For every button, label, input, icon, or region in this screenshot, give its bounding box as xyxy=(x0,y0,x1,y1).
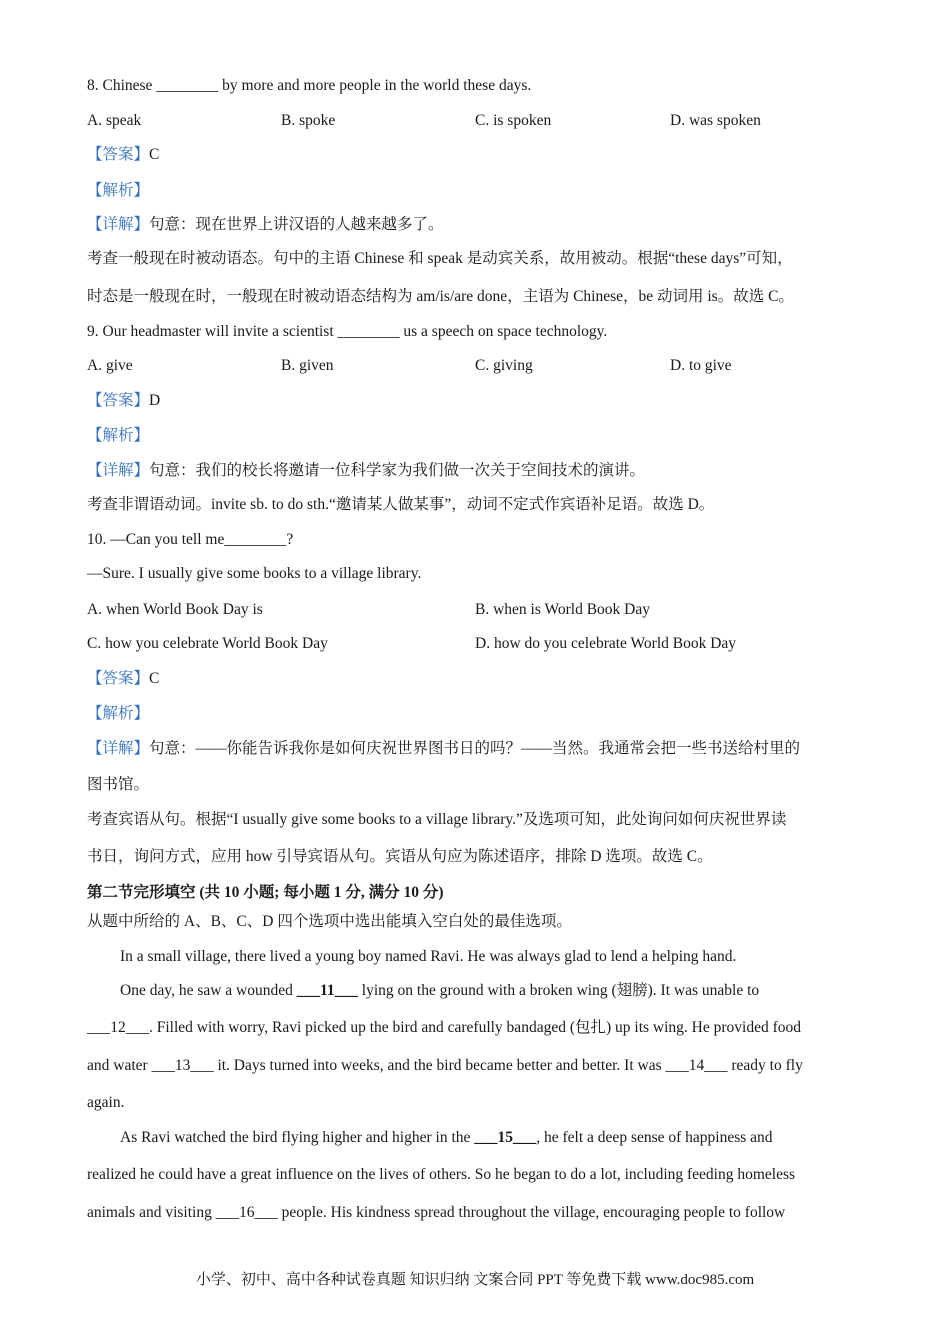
analysis-tag: 【解析】 xyxy=(87,182,150,199)
passage-p2-line-1 xyxy=(120,981,759,1001)
q10-option-d: D. how do you celebrate World Book Day xyxy=(475,635,737,652)
passage-text: ready to fly xyxy=(727,1057,803,1074)
detail-tag: 【详解】 xyxy=(87,216,150,233)
q9-option-a: A. give xyxy=(87,357,133,374)
passage-text: and water xyxy=(87,1057,152,1074)
passage-p2-line-3 xyxy=(87,1056,803,1076)
passage-text: people. His kindness spread throughout the village, encouraging people to follow xyxy=(277,1204,786,1221)
passage-p3-line-2: realized he could have a great influence on the lives of others. So he began to do a lot, including feeding homeless xyxy=(87,1166,796,1183)
q8-option-c: C. is spoken xyxy=(475,112,552,129)
page-footer: 小学、初中、高中各种试卷真题 知识归纳 文案合同 PPT 等免费下载 www.doc985.com xyxy=(195,1272,755,1288)
q9-option-d: D. to give xyxy=(670,357,732,374)
q10-explanation-line-2: 书日，询问方式，应用 how 引导宾语从句。宾语从句应为陈述语序，排除 D 选项。故选 C。 xyxy=(87,848,713,865)
passage-text: , he felt a deep sense of happiness and xyxy=(536,1129,773,1146)
answer-value: C xyxy=(149,146,160,163)
detail-tag: 【详解】 xyxy=(87,462,150,479)
answer-tag: 【答案】 xyxy=(87,146,150,163)
q10-option-c: C. how you celebrate World Book Day xyxy=(87,635,328,652)
blank-15: ___15___ xyxy=(474,1129,537,1146)
passage-p2-line-2 xyxy=(87,1018,801,1038)
blank-11: ___11___ xyxy=(296,982,358,999)
q10-option-b: B. when is World Book Day xyxy=(475,601,650,618)
q8-option-b: B. spoke xyxy=(281,112,336,129)
passage-text: lying on the ground with a broken wing (翅膀). It was unable to xyxy=(357,982,760,999)
q8-option-a: A. speak xyxy=(87,112,142,129)
blank-13: ___13___ xyxy=(151,1057,214,1074)
answer-value: C xyxy=(149,670,160,687)
passage-p2-line-4: again. xyxy=(87,1094,125,1111)
blank-12: ___12___ xyxy=(87,1019,149,1036)
q9-stem: 9. Our headmaster will invite a scientist ________ us a speech on space technology. xyxy=(87,323,608,340)
q10-answer xyxy=(87,669,159,689)
q10-option-a: A. when World Book Day is xyxy=(87,601,263,618)
q8-option-d: D. was spoken xyxy=(670,112,761,129)
q9-option-c: C. giving xyxy=(475,357,533,374)
passage-text: . Filled with worry, Ravi picked up the bird and carefully bandaged (包扎) up its wing. He provided food xyxy=(149,1019,801,1036)
q9-option-b: B. given xyxy=(281,357,334,374)
q9-answer xyxy=(87,391,160,411)
blank-14: ___14___ xyxy=(665,1057,728,1074)
detail-text: 句意：现在世界上讲汉语的人越来越多了。 xyxy=(149,216,444,233)
answer-tag: 【答案】 xyxy=(87,670,150,687)
blank-16: ___16___ xyxy=(215,1204,278,1221)
passage-p3-line-1 xyxy=(120,1128,773,1148)
passage-paragraph-1: In a small village, there lived a young boy named Ravi. He was always glad to lend a helping hand. xyxy=(120,948,737,965)
detail-tag: 【详解】 xyxy=(87,740,150,757)
section-2-instruction: 从题中所给的 A、B、C、D 四个选项中选出能填入空白处的最佳选项。 xyxy=(87,913,572,930)
q9-analysis-tag xyxy=(87,426,149,446)
q10-analysis-tag xyxy=(87,704,149,724)
passage-text: animals and visiting xyxy=(87,1204,216,1221)
q8-explanation-line-1: 考查一般现在时被动语态。句中的主语 Chinese 和 speak 是动宾关系，故用被动。根据“these days”可知， xyxy=(87,250,793,267)
passage-p3-line-3 xyxy=(87,1203,785,1223)
passage-text: As Ravi watched the bird flying higher and higher in the xyxy=(120,1129,475,1146)
q8-stem: 8. Chinese ________ by more and more people in the world these days. xyxy=(87,77,532,94)
q9-explanation-line-1: 考查非谓语动词。invite sb. to do sth.“邀请某人做某事”，动词不定式作宾语补足语。故选 D。 xyxy=(87,496,715,513)
q10-detail-line-2: 图书馆。 xyxy=(87,776,150,793)
detail-text: 句意：——你能告诉我你是如何庆祝世界图书日的吗？——当然。我通常会把一些书送给村里的 xyxy=(149,740,801,757)
analysis-tag: 【解析】 xyxy=(87,705,150,722)
q10-detail-line-1 xyxy=(87,739,800,759)
q9-detail xyxy=(87,461,645,481)
detail-text: 句意：我们的校长将邀请一位科学家为我们做一次关于空间技术的演讲。 xyxy=(149,462,646,479)
q8-analysis-tag xyxy=(87,181,149,201)
q10-explanation-line-1: 考查宾语从句。根据“I usually give some books to a village library.”及选项可知，此处询问如何庆祝世界读 xyxy=(87,811,787,828)
q8-answer xyxy=(87,145,159,165)
q8-detail xyxy=(87,215,444,235)
q10-reply: —Sure. I usually give some books to a village library. xyxy=(87,565,422,582)
analysis-tag: 【解析】 xyxy=(87,427,150,444)
q10-stem: 10. —Can you tell me________? xyxy=(87,531,294,548)
q8-explanation-line-2: 时态是一般现在时，一般现在时被动语态结构为 am/is/are done，主语为 Chinese，be 动词用 is。故选 C。 xyxy=(87,288,794,305)
answer-tag: 【答案】 xyxy=(87,392,150,409)
section-2-title: 第二节完形填空 (共 10 小题; 每小题 1 分, 满分 10 分) xyxy=(87,884,444,901)
passage-text: One day, he saw a wounded xyxy=(120,982,297,999)
answer-value: D xyxy=(149,392,161,409)
passage-text: it. Days turned into weeks, and the bird became better and better. It was xyxy=(213,1057,666,1074)
